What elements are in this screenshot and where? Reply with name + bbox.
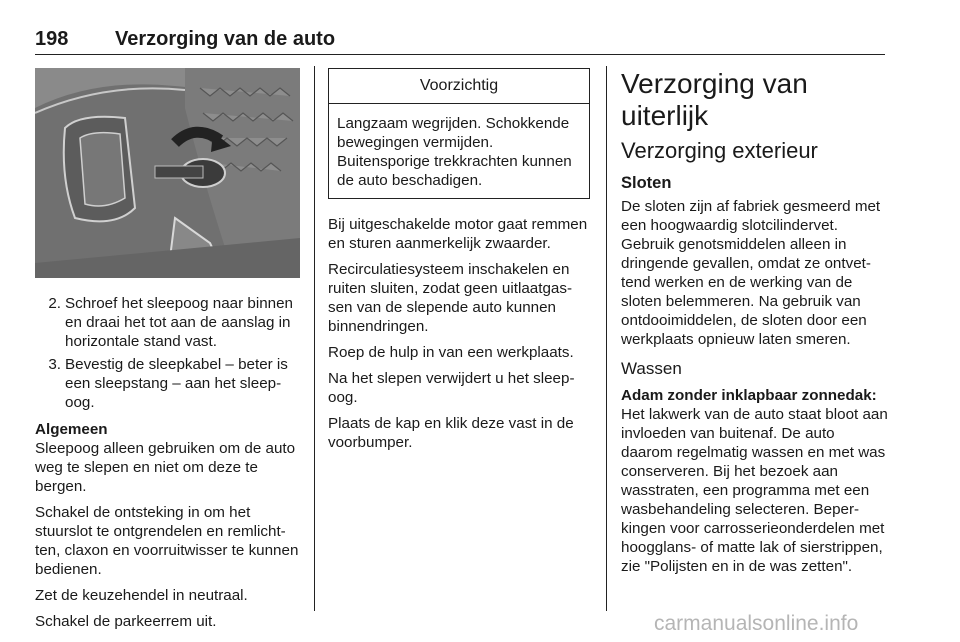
engine-off-paragraph: Bij uitgeschakelde motor gaat remmen en sturen aanmerkelijk zwaarder. [328, 216, 588, 252]
algemeen-heading: Algemeen [35, 421, 108, 438]
step-item [35, 294, 300, 351]
watermark: carmanualsonline.info [654, 612, 859, 635]
wassen-heading: Wassen [621, 359, 682, 378]
chapter-title: Verzorging van de auto [115, 28, 336, 50]
column-left [35, 68, 300, 638]
wassen-lead: Adam zonder inklapbaar zonnedak: [621, 387, 877, 404]
step-list [35, 294, 300, 412]
workshop-paragraph: Roep de hulp in van een werkplaats. [328, 344, 574, 361]
column-divider [314, 66, 315, 611]
section-title: Verzorging van uiterlijk [621, 68, 808, 131]
section-subtitle: Verzorging exterieur [621, 138, 818, 163]
column-divider [606, 66, 607, 611]
ignition-paragraph: Schakel de ontsteking in om het stuurslot te ontgrendelen en remlichtten, claxon en voorruitwisser te kunnen bedienen. [35, 504, 299, 578]
algemeen-text: Sleepoog alleen gebruiken om de auto weg te slepen en niet om deze te bergen. [35, 440, 296, 495]
gear-paragraph: Zet de keuzehendel in neutraal. [35, 587, 248, 604]
wassen-text: Het lakwerk van de auto staat bloot aan invloeden van buitenaf. De auto daarom regelmatig wassen en met was conserveren. Bij het bezoek aan wasstraten, een programma met een wasbehandeling selecteren. Beperkingen voor carrosserieonderdelen met hoogglans- of matte lak of sierstrippen, zie "Polijsten en in de was zetten". [621, 406, 888, 575]
parking-brake-paragraph: Schakel de parkeerrem uit. [35, 613, 217, 630]
remove-eye-paragraph: Na het slepen verwijdert u het sleepoog. [328, 370, 575, 406]
step-text: Schroef het sleepoog naar binnen en draai het tot aan de aanslag in horizontale stand vast. [65, 295, 293, 350]
towing-eye-illustration [35, 68, 300, 278]
caution-text: Langzaam wegrijden. Schokkende bewegingen vermijden. Buitensporige trekkrachten kunnen de auto beschadigen. [337, 115, 572, 189]
step-text: Bevestig de sleepkabel – beter is een sleepstang – aan het sleepoog. [65, 356, 288, 411]
step-number: 2. [48, 295, 61, 312]
sloten-text: De sloten zijn af fabriek gesmeerd met een hoogwaardig slotcilindervet. Gebruik genotsmiddelen alleen in dringende gevallen, omdat ze ontvettend werken en de werking van de sloten belemmeren. Na gebruik van ontdooimiddelen, de sloten door een werkplaats opnieuw laten smeren. [621, 198, 881, 348]
caution-box [328, 68, 590, 199]
sloten-heading: Sloten [621, 174, 672, 192]
towing-eye-drawing [35, 68, 300, 278]
column-right [621, 68, 889, 583]
step-number: 3. [48, 356, 61, 373]
step-item [35, 355, 300, 412]
recirculation-paragraph: Recirculatiesysteem inschakelen en ruiten sluiten, zodat geen uitlaatgassen van de slepende auto kunnen binnendringen. [328, 261, 573, 335]
cover-paragraph: Plaats de kap en klik deze vast in de voorbumper. [328, 415, 574, 451]
page-header [35, 24, 885, 55]
column-middle [328, 68, 590, 459]
caution-title: Voorzichtig [329, 69, 589, 104]
page-number: 198 [35, 28, 69, 50]
